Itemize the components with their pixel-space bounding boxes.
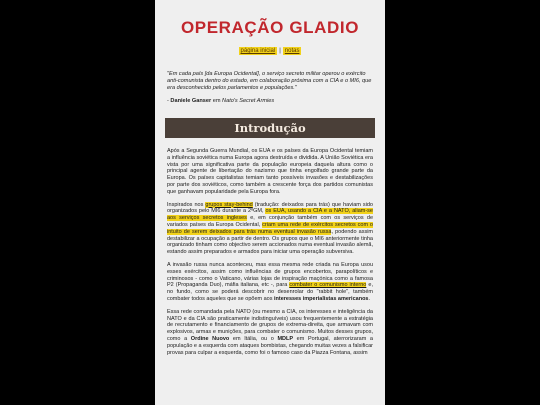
p3-text-c: . xyxy=(368,295,371,302)
p4-text-c: em Portugal, aterrorizaram a população e a esquerda com ataques bombistas, chegando muitas vezes a falsificar provas para culpar a esquerda, como foi o famoso caso da Piazza Fontana, assim xyxy=(167,335,373,356)
attribution-author: Daniele Ganser xyxy=(170,98,212,104)
bold-mdlp: MDLP xyxy=(277,335,294,342)
highlight-eua-cia: os EUA, usando a CIA e a NATO, aliam-se aos serviços secretos ingleses xyxy=(167,208,373,222)
nav-separator: | xyxy=(279,48,281,54)
paragraph-3 xyxy=(167,262,373,303)
p4-text-b: em Itália, ou o xyxy=(229,335,278,342)
p3-text-b: e, no fundo, como se poderá descobrir no desenrolar do "rabbit hole", também combater todos aqueles que se opõem aos xyxy=(167,282,373,302)
attribution-em: em xyxy=(211,98,223,104)
section-heading: Introdução xyxy=(165,118,375,138)
home-link[interactable]: página inicial xyxy=(240,48,276,54)
paragraph-1: Após a Segunda Guerra Mundial, os EUA e os países da Europa Ocidental temiam a influência soviética numa Europa agora destruída e dividida. A União Soviética era vista por uma significativa parte da população europeia daquela altura como o principal agente de libertação do nazismo que tinha engolfado grande parte da Europa. Os países capitalistas temiam tanto possíveis invasões e destabilizações por parte dos soviéticos, como também a crescente força dos partidos comunistas que ganhavam popularidade pela Europa fora. xyxy=(167,148,373,195)
p3-text-a: A invasão russa nunca aconteceu, mas essa mesma rede criada na Europa usou esses exércitos, assim como influências de grupos encobertos, parapolíticos e criminosos - como o Vaticano, várias lojas de inspiração maçónica como a famosa P2 (Propaganda Duo), máfia italiana, etc -, para xyxy=(167,261,373,289)
page-title: OPERAÇÃO GLADIO xyxy=(180,18,360,37)
bold-ordine-nuovo: Ordine Nuovo xyxy=(190,335,230,342)
attribution-dash: - xyxy=(167,98,171,104)
highlight-stay-behind[interactable]: grupos stay-behind xyxy=(205,201,253,208)
p4-text-a: Essa rede comandada pela NATO (ou mesmo a CIA, os interesses e inteligência da NATO e da CIA são praticamente indistinguíveis) usou frequentemente a estratégia de recrutamento e financiamento de grupos de extrema-direita, que armavam com explosivos, armas e munições, para combater o comunismo. Muitos desses grupos, como a xyxy=(167,308,373,342)
document-page xyxy=(155,0,385,405)
notes-link[interactable]: notas xyxy=(284,48,300,54)
quote-attribution xyxy=(167,98,373,104)
bold-interesses: interesses imperialistas americanos xyxy=(274,295,369,302)
nav-links xyxy=(155,48,385,54)
p2-text-a: Inspirados nos xyxy=(167,201,206,208)
p2-text-d: , podendo assim destabilizar a ocupação a partir de dentro. Os grupos que o MI6 anteriormente tinha organizado tinham como objectivo serem accionados numa eventual invasão alemã, estando assim preparados e armados para iniciar uma operação subversiva. xyxy=(167,228,374,256)
article-body xyxy=(167,148,373,356)
highlight-rede-exercitos: criam uma rede de exércitos secretos com o intuito de serem deixados para trás numa eventual invasão russa xyxy=(167,221,373,235)
attribution-work: Nato's Secret Armies xyxy=(222,98,275,104)
paragraph-2 xyxy=(167,202,373,256)
epigraph-quote: "Em cada país [da Europa Ocidental], o serviço secreto militar operou o exército anti-comunista dentro do estado, em colaboração próxima com a CIA e o MI6, que era desconhecido pelos parlamentos e populações." xyxy=(167,71,372,91)
highlight-combater-comunismo[interactable]: combater o comunismo interno xyxy=(289,282,367,289)
p2-text-c: e, em conjunção também com os serviços de variados países da Europa Ocidental, xyxy=(167,215,373,228)
paragraph-4 xyxy=(167,309,373,357)
p2-text-b: (tradução: deixados para trás) que haviam sido organizados pelo MI6 durante a 2ºGM, xyxy=(167,201,373,215)
